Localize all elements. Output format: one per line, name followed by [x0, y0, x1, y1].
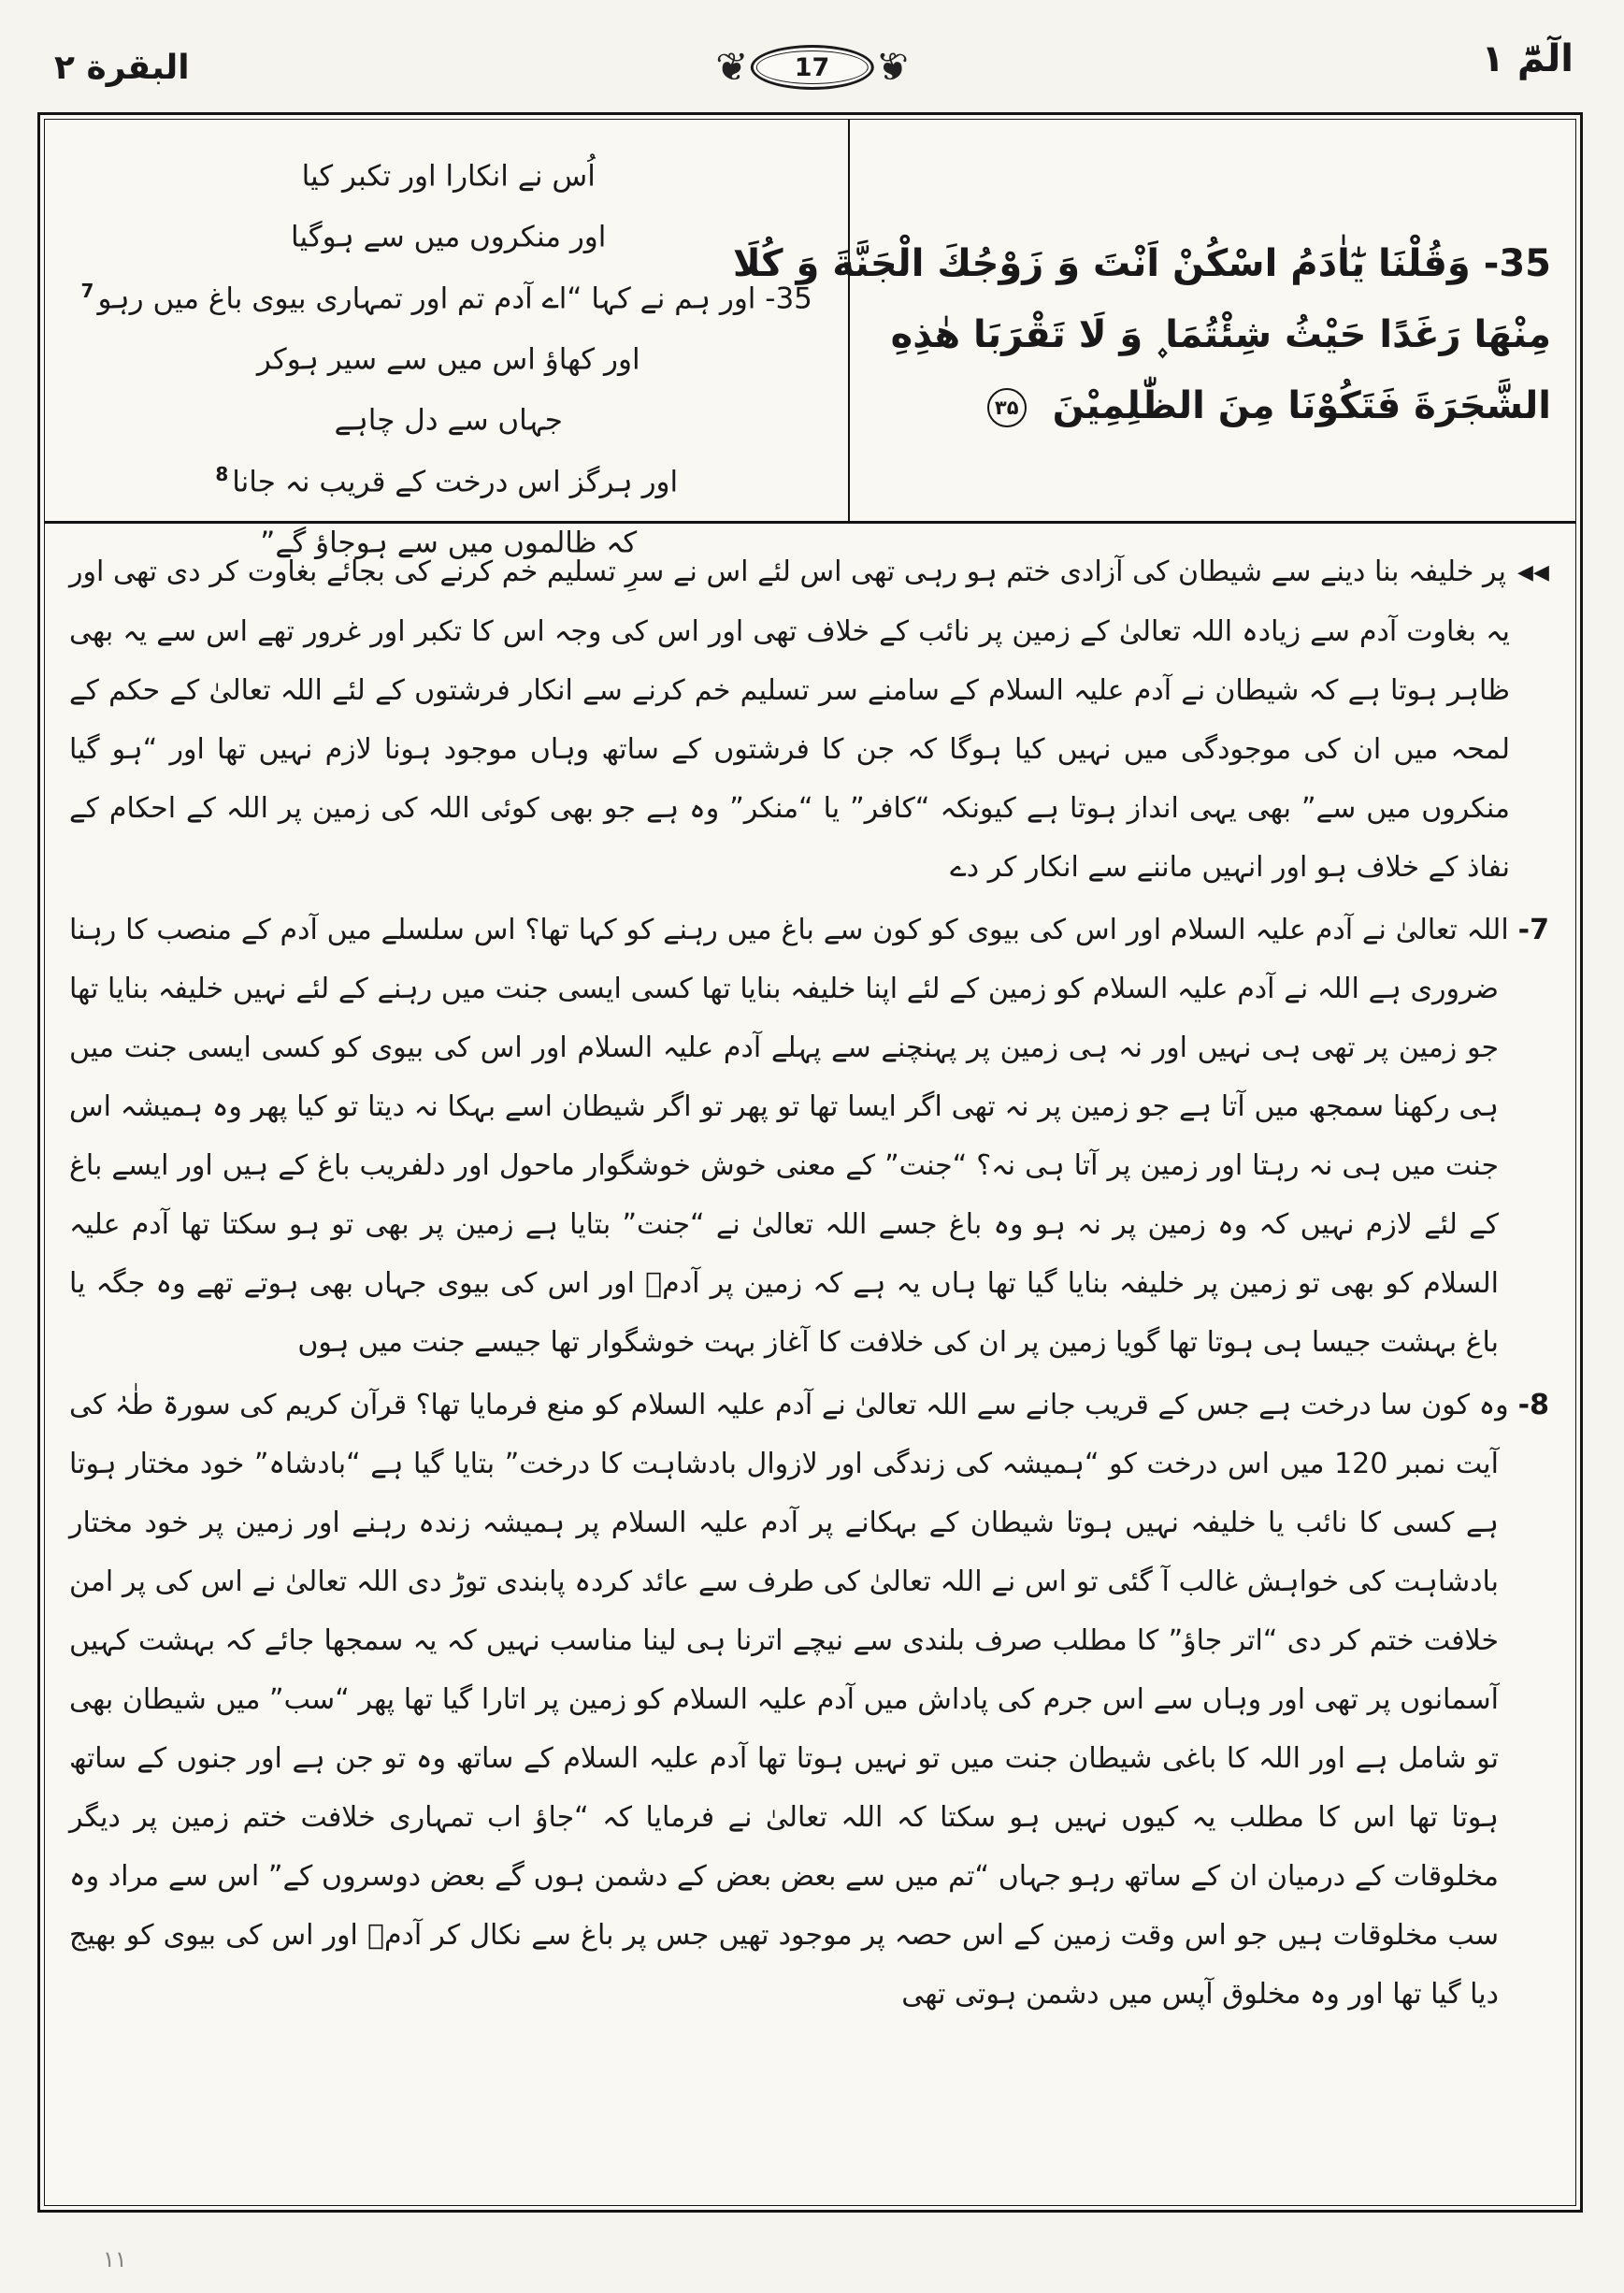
footnote-8-label: 8- [1517, 1389, 1549, 1421]
urdu-line-text: اُس نے انکارا اور تکبر کیا [301, 159, 596, 194]
flourish-icon: ❦ [715, 44, 749, 90]
footnote-7-paragraph [69, 901, 1549, 1372]
commentary-intro-paragraph [69, 542, 1549, 897]
urdu-translation-line [67, 325, 826, 386]
flourish-icon: ❦ [875, 44, 909, 90]
commentary-intro-text: پر خلیفہ بنا دینے سے شیطان کی آزادی ختم ہو رہی تھی اس لئے اس نے سرِ تسلیم خم کرنے کی بجائے بغاوت کر دی تھی اور یہ بغاوت آدم سے زیادہ اللہ تعالیٰ کے زمین پر نائب کے خلاف تھی اور اس کی وجہ اس کا تکبر اور غرور تھے اس سے یہ بھی ظاہر ہوتا ہے کہ شیطان نے آدم علیہ السلام کے سامنے سر تسلیم خم کرنے سے انکار فرشتوں کے لئے اللہ تعالیٰ کے حکم کے لمحہ میں ان کی موجودگی میں نہیں کیا ہوگا کہ جن کا فرشتوں کے ساتھ وہاں موجود ہونا لازم نہیں تھا اور “ہو گیا منکروں میں سے” بھی یہی انداز ہوتا ہے کیونکہ “کافر” یا “منکر” وہ ہے جو بھی کوئی اللہ کی زمین پر اللہ کے احکام کے نفاذ کے خلاف ہو اور انہیں ماننے سے انکار کر دے [69, 555, 1510, 884]
arabic-verse-line: 35- وَقُلْنَا يٰٓاٰدَمُ اسْكُنْ اَنْتَ وَ زَوْجُكَ الْجَنَّةَ وَ كُلَا [732, 242, 1551, 285]
surah-name-left: البقرة ۲ [54, 49, 190, 87]
footnote-7-label: 7- [1517, 914, 1549, 946]
footnote-8-paragraph [69, 1376, 1549, 2024]
footnote-ref: 8 [215, 462, 229, 485]
urdu-line-text: جہاں سے دل چاہے [334, 403, 563, 438]
page-frame-inner [44, 119, 1576, 2206]
arabic-verse-line [867, 370, 1551, 441]
arabic-verse-line-text: الشَّجَرَةَ فَتَكُوْنَا مِنَ الظّٰلِمِيْنَ [1052, 384, 1551, 427]
commentary-section [45, 524, 1575, 2205]
urdu-line-text: 35- اور ہم نے کہا “اے آدم تم اور تمہاری بیوی باغ میں رہو [97, 281, 812, 315]
surah-name-right: الٓمّٓ ۱ [1481, 37, 1574, 80]
page-number: 17 [794, 52, 830, 82]
continuation-marker-icon: ◀◀ [1516, 561, 1549, 584]
arabic-verse-column [732, 120, 1575, 521]
urdu-line-text: کہ ظالموں میں سے ہوجاؤ گے” [260, 526, 638, 560]
footnote-8-text: وہ کون سا درخت ہے جس کے قریب جانے سے اللہ تعالیٰ نے آدم علیہ السلام کو منع فرمایا تھا؟ قرآن کریم کی سورۃ طٰہٰ کی آیت نمبر 120 میں اس درخت کو “ہمیشہ کی زندگی اور لازوال بادشاہت کا درخت” بتایا گیا ہے “بادشاہ” خود مختار ہوتا ہے کسی کا نائب یا خلیفہ نہیں ہوتا شیطان کے بہکانے پر آدم علیہ السلام پر ہمیشہ زندہ رہنے اور زمین پر خود مختار بادشاہت کی خواہش غالب آ گئی تو اس نے اللہ تعالیٰ کی طرف سے عائد کردہ پابندی توڑ دی اللہ تعالیٰ نے اس کی پر امن خلافت ختم کر دی “اتر جاؤ” کا مطلب صرف بلندی سے نیچے اترنا ہی لینا مناسب نہیں کہ یہ سمجھا جائے کہ بہشت کہیں آسمانوں پر تھی اور وہاں سے اس جرم کی پاداش میں آدم علیہ السلام کو زمین پر اتارا گیا تھا پھر “سب” میں شیطان بھی تو شامل ہے اور اللہ کا باغی شیطان جنت میں تو نہیں ہوتا تھا آدم علیہ السلام کے ساتھ وہ تو جن ہے اور جنوں کے ساتھ ہوتا تھا اس کا مطلب یہ کیوں نہیں ہو سکتا کہ اللہ تعالیٰ نے فرمایا کہ “جاؤ اب تمہاری خلافت ختم زمین پر دیگر مخلوقات کے درمیان ان کے ساتھ رہو جہاں “تم میں سے بعض بعض کے دشمن ہوں گے بعض دوسروں کے” اس سے مراد وہ سب مخلوقات ہیں جو اس وقت زمین کے اس حصہ پر موجود تھیں جس پر باغ سے نکال کر آدمؑ اور اس کی بیوی کو بھیج دیا گیا تھا اور وہ مخلوق آپس میں دشمن ہوتی تھی [69, 1389, 1509, 2011]
stray-scan-mark: ۱۱ [103, 2246, 127, 2272]
urdu-translation-line [67, 203, 826, 264]
verse-section [45, 120, 1575, 560]
urdu-line-text: اور ہرگز اس درخت کے قریب نہ جانا [232, 464, 679, 498]
page-number-cartouche [751, 45, 874, 90]
urdu-line-text: اور کھاؤ اس میں سے سیر ہوکر [256, 342, 640, 377]
urdu-translation-line [67, 142, 826, 203]
arabic-verse-line: مِنْهَا رَغَدًا حَيْثُ شِئْتُمَا ۪ وَ لَا تَقْرَبَا هٰذِهِ [890, 313, 1551, 356]
ayah-end-marker: ۳۵ [987, 388, 1027, 427]
page-header [45, 36, 1579, 110]
urdu-line-text: اور منکروں میں سے ہوگیا [291, 220, 607, 254]
urdu-translation-line [67, 265, 826, 325]
urdu-translation-column [45, 120, 848, 560]
urdu-translation-line [67, 386, 826, 447]
footnote-7-text: اللہ تعالیٰ نے آدم علیہ السلام اور اس کی بیوی کو کون سے باغ میں رہنے کو کہا تھا؟ اس سلسلے میں آدم کے منصب کا رہنا ضروری ہے اللہ نے آدم علیہ السلام کو زمین کے لئے اپنا خلیفہ بنایا تھا کسی ایسی جنت میں رہنے کے لئے نہیں خلیفہ بنایا تھا جو زمین پر تھی ہی نہیں اور نہ ہی زمین پر پہنچنے سے پہلے آدم علیہ السلام اور اس کی بیوی کو کسی ایسی جنت میں ہی رکھنا سمجھ میں آتا ہے جو زمین پر نہ تھی اگر ایسا تھا تو پھر تو اگر شیطان اسے بہکا نہ دیتا تو کیا پھر وہ ہمیشہ اس جنت میں ہی نہ رہتا اور زمین پر آتا ہی نہ؟ “جنت” کے معنی خوش خوشگوار ماحول اور دلفریب باغ کے ہیں اور ایسے باغ کے لئے لازم نہیں کہ وہ زمین پر نہ ہو وہ باغ جسے اللہ تعالیٰ نے “جنت” بتایا ہے زمین پر بھی تو ہو سکتا تھا آدم علیہ السلام کو بھی تو زمین پر خلیفہ بنایا گیا تھا ہاں یہ ہے کہ زمین پر آدمؑ اور اس کی بیوی جہاں بھی ہوتے تھے وہ جگہ یا باغ بہشت جیسا ہی ہوتا تھا گویا زمین پر ان کی خلافت کا آغاز بہت خوشگوار تھا جیسے جنت میں ہوں [69, 914, 1509, 1359]
footnote-ref: 7 [80, 279, 94, 302]
page-number-ornament [715, 45, 908, 90]
page-frame [37, 112, 1583, 2213]
urdu-translation-line [67, 448, 826, 509]
